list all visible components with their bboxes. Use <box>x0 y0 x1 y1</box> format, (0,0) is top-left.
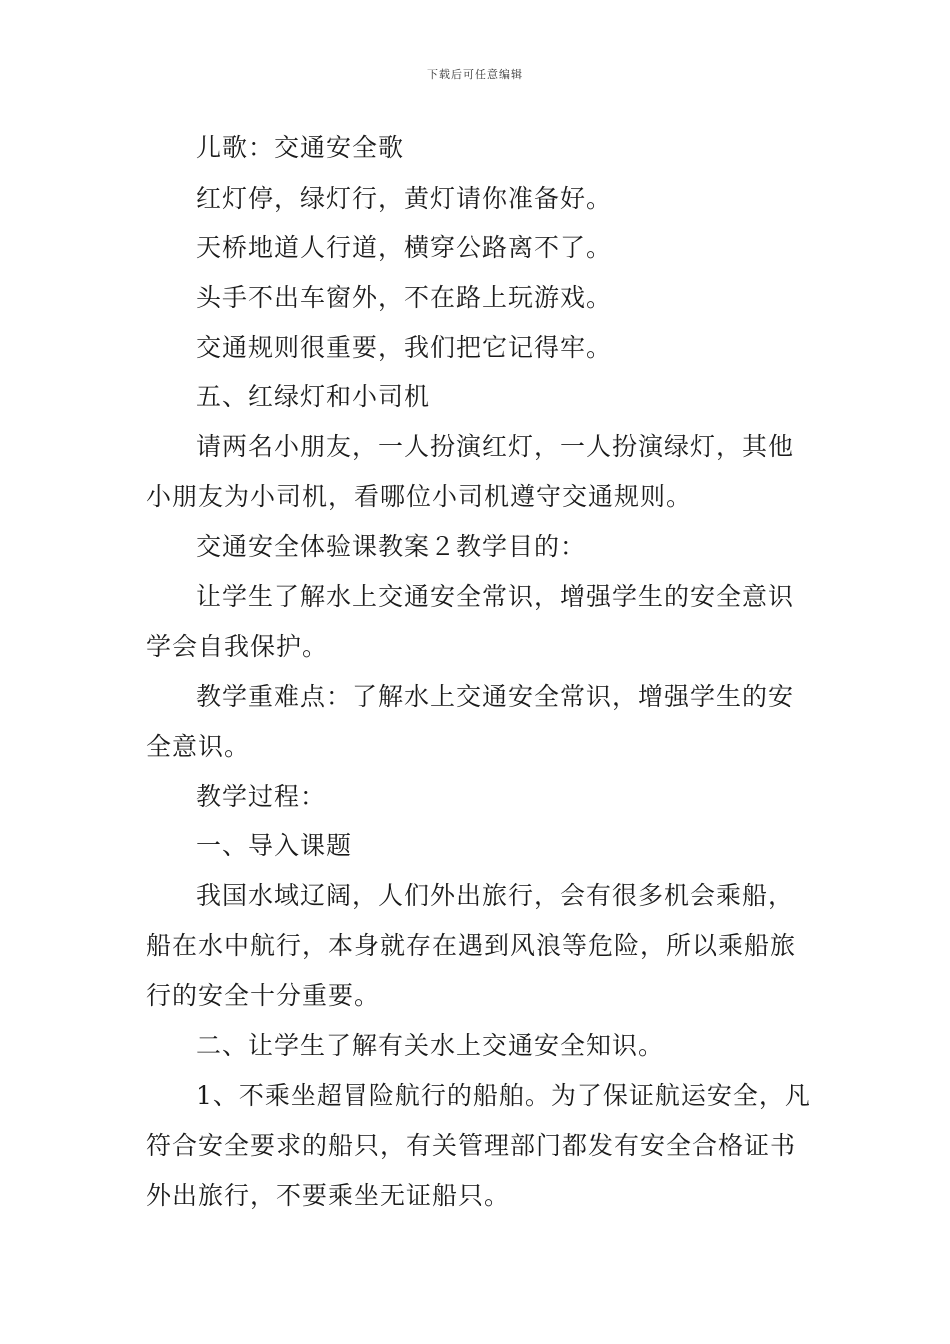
page-header: 下载后可任意编辑 <box>427 68 523 81</box>
song-line-4: 交通规则很重要，我们把它记得牢。 <box>196 333 613 362</box>
paragraph-line: 外出旅行，不要乘坐无证船只。 <box>146 1181 511 1210</box>
paragraph-line: 小朋友为小司机，看哪位小司机遵守交通规则。 <box>146 482 693 511</box>
paragraph-line: 教学重难点：了解水上交通安全常识，增强学生的安 <box>196 682 795 711</box>
paragraph-line: 行的安全十分重要。 <box>146 981 381 1010</box>
song-line-3: 头手不出车窗外，不在路上玩游戏。 <box>196 283 613 312</box>
paragraph-line: 请两名小朋友，一人扮演红灯，一人扮演绿灯，其他 <box>196 432 795 461</box>
paragraph-line: 符合安全要求的船只，有关管理部门都发有安全合格证书 <box>146 1131 797 1160</box>
song-line-2: 天桥地道人行道，横穿公路离不了。 <box>196 233 613 262</box>
paragraph-line: 全意识。 <box>146 732 251 761</box>
paragraph-line: 学会自我保护。 <box>146 632 329 661</box>
lesson-plan-2-heading: 交通安全体验课教案２教学目的： <box>196 532 587 561</box>
song-line-1: 红灯停，绿灯行，黄灯请你准备好。 <box>196 184 613 213</box>
paragraph-line: 1、不乘坐超冒险航行的船舶。为了保证航运安全，凡 <box>196 1081 811 1110</box>
teaching-process-heading: 教学过程： <box>196 782 327 811</box>
section-heading-5: 五、红绿灯和小司机 <box>196 382 431 411</box>
section-heading-1: 一、导入课题 <box>196 831 353 860</box>
section-heading-2: 二、让学生了解有关水上交通安全知识。 <box>196 1031 665 1060</box>
paragraph-line: 让学生了解水上交通安全常识，增强学生的安全意识 <box>196 582 795 611</box>
song-title: 儿歌：交通安全歌 <box>196 133 405 162</box>
paragraph-line: 我国水域辽阔，人们外出旅行，会有很多机会乘船， <box>196 881 795 910</box>
paragraph-line: 船在水中航行，本身就存在遇到风浪等危险，所以乘船旅 <box>146 931 797 960</box>
